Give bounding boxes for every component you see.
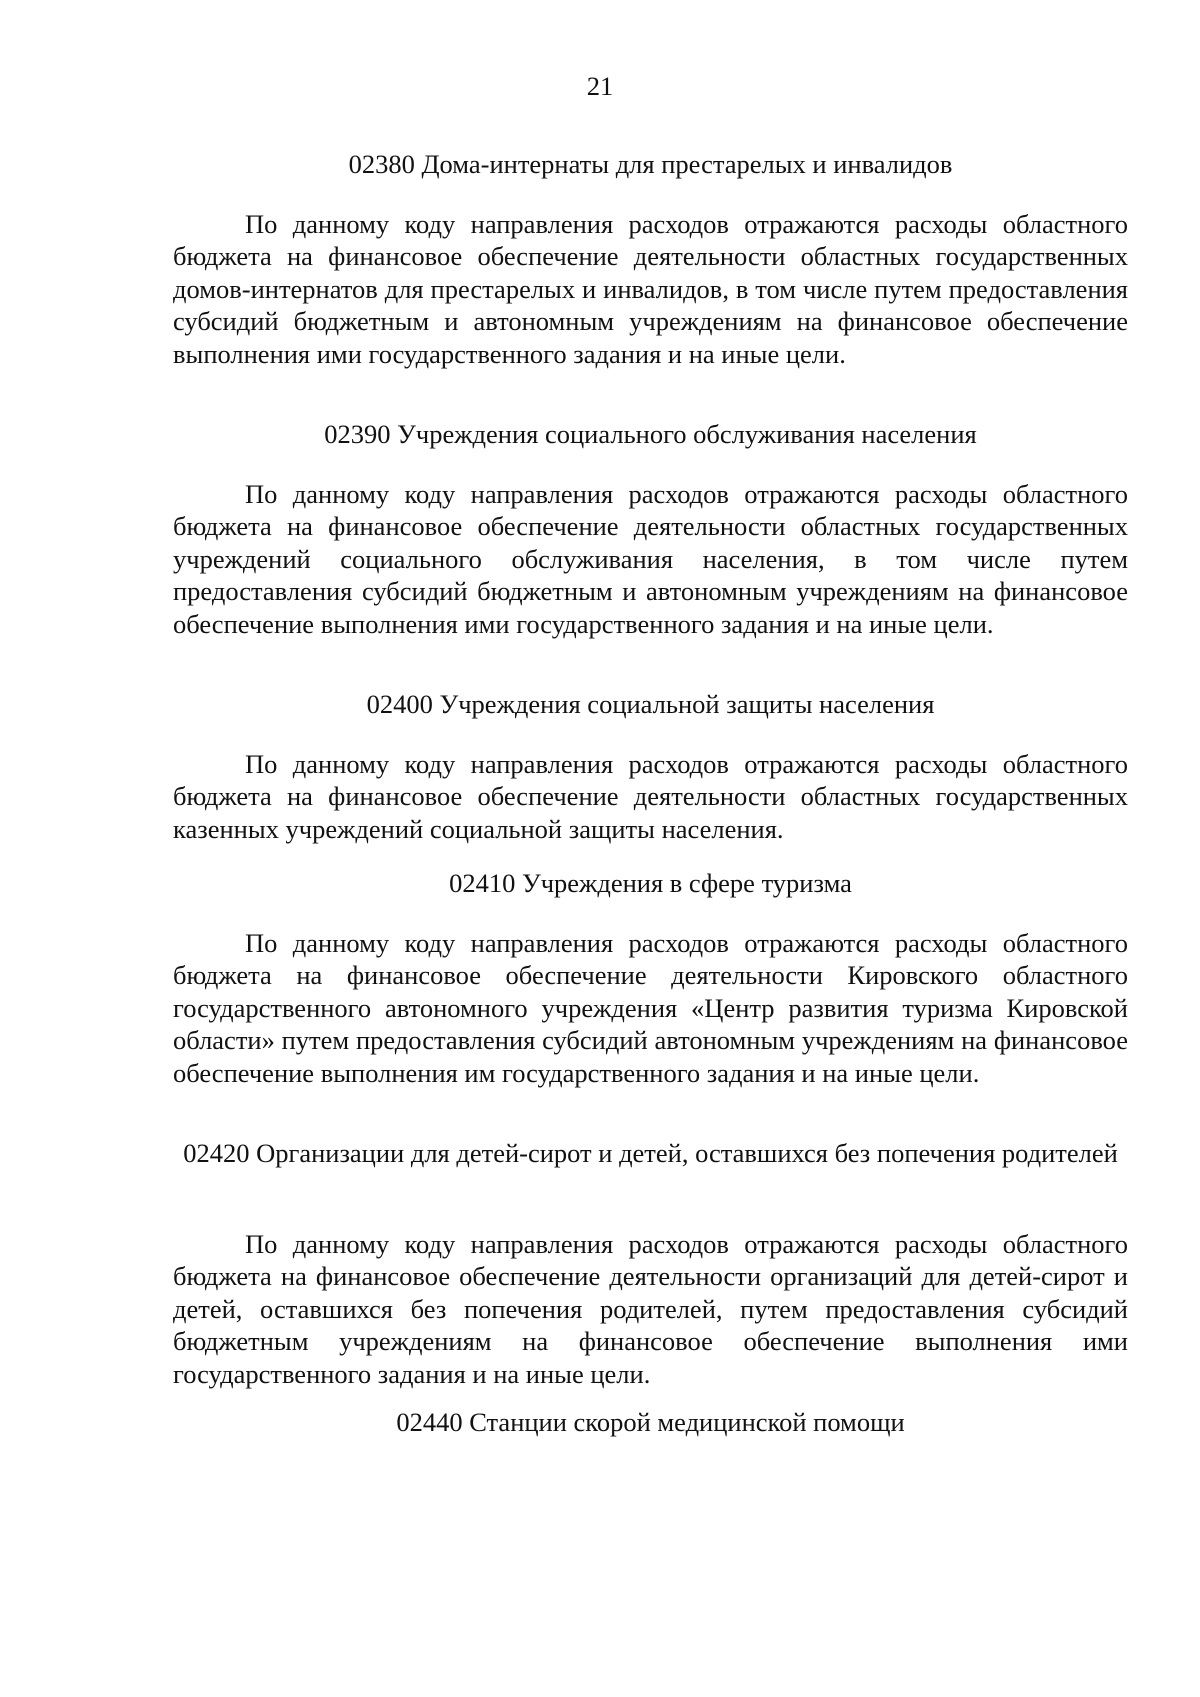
section-heading-02440: 02440 Станции скорой медицинской помощи: [396, 1407, 905, 1437]
section-paragraph-02380: По данному коду направления расходов отражаются расходы областного бюджета на финансовое обеспечение деятельности областных государственных домов-интернатов для престарелых и инвалидов, в том числе путем предоставления субсидий бюджетным и автономным учреждениям на финансовое обеспечение выполнения ими государственного задания и на иные цели.: [173, 209, 1128, 369]
section-paragraph-02390: По данному коду направления расходов отражаются расходы областного бюджета на финансовое обеспечение деятельности областных государственных учреждений социального обслуживания населения, в том числе путем предоставления субсидий бюджетным и автономным учреждениям на финансовое обеспечение выполнения ими государственного задания и на иные цели.: [173, 479, 1128, 639]
section-heading-02380: 02380 Дома-интернаты для престарелых и инвалидов: [348, 149, 953, 179]
page-number: 21: [586, 71, 614, 101]
section-heading-02390: 02390 Учреждения социального обслуживания населения: [324, 419, 977, 449]
section-heading-02400: 02400 Учреждения социальной защиты населения: [366, 689, 935, 719]
section-paragraph-02400: По данному коду направления расходов отражаются расходы областного бюджета на финансовое обеспечение деятельности областных государственных казенных учреждений социальной защиты населения.: [173, 749, 1128, 844]
section-heading-02410: 02410 Учреждения в сфере туризма: [449, 868, 852, 898]
section-paragraph-02410: По данному коду направления расходов отражаются расходы областного бюджета на финансовое обеспечение деятельности Кировского областного государственного автономного учреждения «Центр развития туризма Кировской области» путем предоставления субсидий автономным учреждениям на финансовое обеспечение выполнения им государственного задания и на иные цели.: [173, 928, 1128, 1088]
section-paragraph-02420: По данному коду направления расходов отражаются расходы областного бюджета на финансовое обеспечение деятельности организаций для детей-сирот и детей, оставшихся без попечения родителей, путем предоставления субсидий бюджетным учреждениям на финансовое обеспечение выполнения ими государственного задания и на иные цели.: [173, 1229, 1128, 1389]
section-heading-02420: 02420 Организации для детей-сирот и детей, оставшихся без попечения родителей: [183, 1138, 1118, 1168]
